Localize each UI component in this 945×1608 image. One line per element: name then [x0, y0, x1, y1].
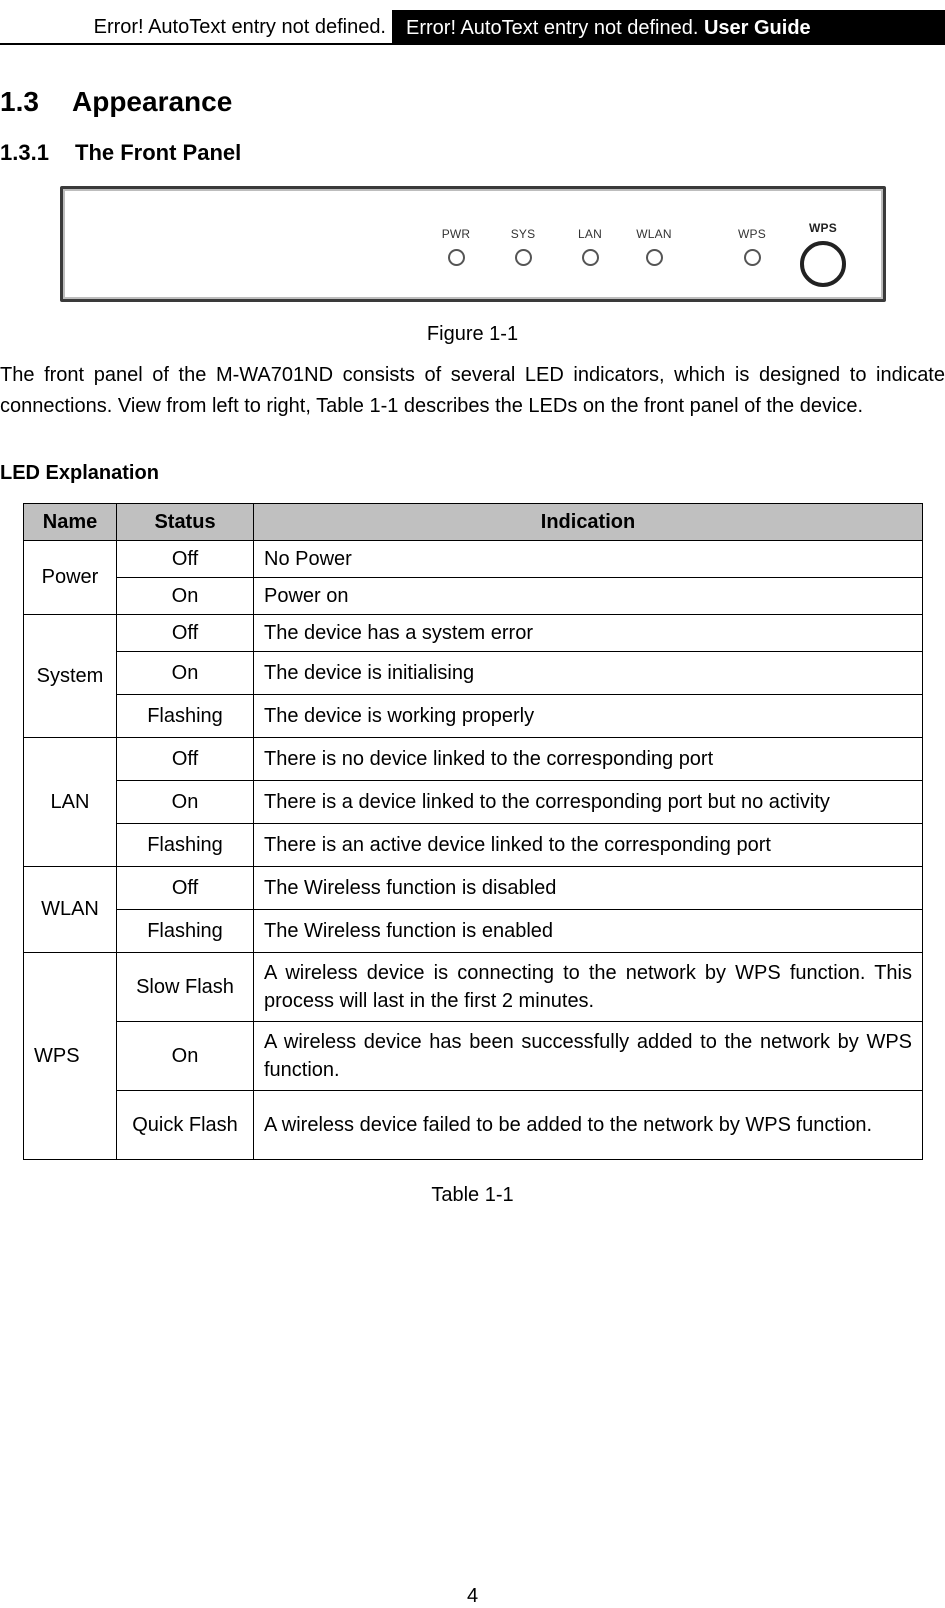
status-cell: Quick Flash [117, 1091, 254, 1160]
led-name-cell: WLAN [24, 867, 117, 953]
table-row [24, 953, 923, 1022]
led-indicator-icon [744, 249, 761, 266]
status-cell: On [117, 1022, 254, 1091]
indication-cell: The Wireless function is disabled [254, 867, 923, 910]
indication-cell: The device has a system error [254, 615, 923, 652]
led-name-cell: LAN [24, 738, 117, 867]
status-cell: Off [117, 867, 254, 910]
indication-cell: There is an active device linked to the corresponding port [254, 824, 923, 867]
table-title: LED Explanation [0, 462, 159, 484]
indication-cell: A wireless device is connecting to the network by WPS function. This process will last in the first 2 minutes. [254, 953, 923, 1022]
table-row [24, 1091, 923, 1160]
table-row [24, 695, 923, 738]
status-cell: On [117, 578, 254, 615]
indication-cell: Power on [254, 578, 923, 615]
subsection-heading [0, 140, 241, 166]
led-indicator-icon [448, 249, 465, 266]
led-name-cell: System [24, 615, 117, 738]
status-cell: Flashing [117, 695, 254, 738]
subsection-number: 1.3.1 [0, 140, 49, 165]
status-cell: On [117, 652, 254, 695]
header-right-text: Error! AutoText entry not defined. [406, 17, 699, 39]
table-row [24, 615, 923, 652]
subsection-title: The Front Panel [75, 140, 242, 165]
header-rule [0, 43, 392, 45]
led-name-cell: WPS [24, 953, 117, 1160]
table-row [24, 1022, 923, 1091]
indication-cell: A wireless device failed to be added to the network by WPS function. [254, 1091, 923, 1160]
table-row [24, 867, 923, 910]
table-caption: Table 1-1 [431, 1184, 514, 1206]
led-indicator-icon [582, 249, 599, 266]
status-cell: Flashing [117, 910, 254, 953]
indication-cell: No Power [254, 541, 923, 578]
led-indicator-icon [515, 249, 532, 266]
wps-button-label: WPS [809, 221, 837, 235]
table-row [24, 910, 923, 953]
front-panel-figure [60, 186, 886, 302]
led-name-cell: Power [24, 541, 117, 615]
indication-cell: There is no device linked to the corresponding port [254, 738, 923, 781]
section-title: Appearance [72, 86, 233, 117]
led-label: PWR [441, 227, 471, 241]
table-row [24, 652, 923, 695]
led-label: WLAN [636, 227, 672, 241]
header-right-bar [392, 10, 945, 45]
table-row [24, 541, 923, 578]
header-left-text: Error! AutoText entry not defined. [93, 16, 386, 38]
status-cell: Slow Flash [117, 953, 254, 1022]
status-cell: Flashing [117, 824, 254, 867]
figure-caption: Figure 1-1 [426, 323, 519, 345]
column-header-indication: Indication [254, 504, 923, 541]
section-heading [0, 86, 232, 118]
status-cell: On [117, 781, 254, 824]
led-indicator-icon [646, 249, 663, 266]
body-paragraph: The front panel of the M-WA701ND consists of several LED indicators, which is designed to indicate connections. View from left to right, Table 1-1 describes the LEDs on the front panel of the device. [0, 364, 945, 417]
led-table [23, 503, 923, 1160]
led-label: SYS [510, 227, 536, 241]
indication-cell: The Wireless function is enabled [254, 910, 923, 953]
indication-cell: The device is working properly [254, 695, 923, 738]
column-header-status: Status [117, 504, 254, 541]
indication-cell: A wireless device has been successfully added to the network by WPS function. [254, 1022, 923, 1091]
table-row [24, 781, 923, 824]
table-row [24, 738, 923, 781]
page-number: 4 [466, 1585, 479, 1607]
table-row [24, 578, 923, 615]
header-doc-title: User Guide [703, 17, 811, 39]
table-row [24, 824, 923, 867]
status-cell: Off [117, 541, 254, 578]
wps-button-icon [800, 241, 846, 287]
table-header-row [24, 504, 923, 541]
led-label: WPS [738, 227, 766, 241]
led-label: LAN [578, 227, 602, 241]
indication-cell: The device is initialising [254, 652, 923, 695]
section-number: 1.3 [0, 86, 39, 117]
status-cell: Off [117, 738, 254, 781]
status-cell: Off [117, 615, 254, 652]
indication-cell: There is a device linked to the corresponding port but no activity [254, 781, 923, 824]
column-header-name: Name [24, 504, 117, 541]
